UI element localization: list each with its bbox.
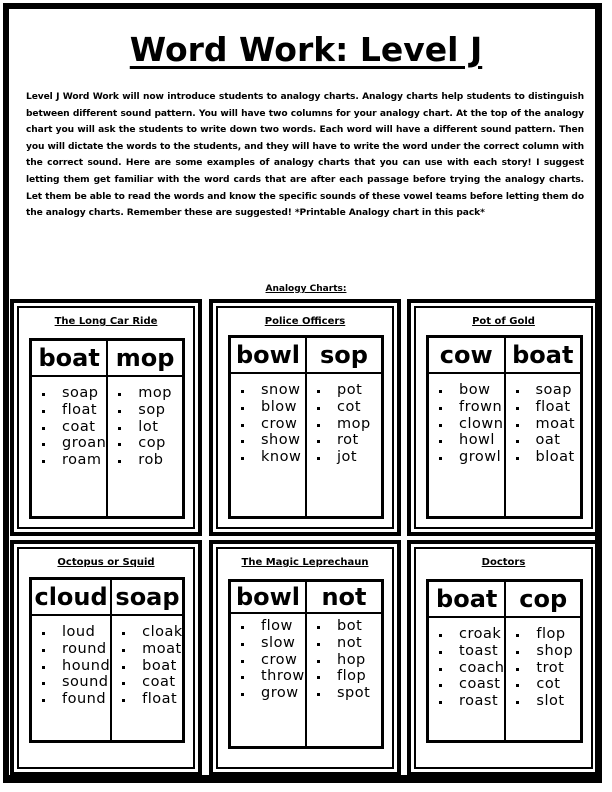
list-item: float [120, 691, 183, 708]
list-item: rot [315, 432, 381, 449]
list-item: slow [239, 635, 305, 652]
analogy-column [305, 582, 381, 746]
word-list [307, 374, 381, 466]
chart-title: Police Officers [264, 316, 346, 327]
word-list [32, 377, 106, 469]
list-item: toast [437, 643, 504, 660]
chart-title: Doctors [481, 557, 526, 568]
list-item: croak [437, 626, 504, 643]
list-item: shop [514, 643, 580, 660]
word-list [112, 616, 183, 708]
list-item: found [40, 691, 110, 708]
list-item: cop [116, 435, 182, 452]
list-item: crow [239, 652, 305, 669]
list-item: soap [40, 385, 106, 402]
list-item: sound [40, 674, 110, 691]
analogy-column [429, 582, 504, 740]
column-header: cloud [32, 580, 110, 616]
analogy-column [32, 580, 110, 740]
analogy-chart-card [407, 299, 600, 536]
column-header: mop [108, 341, 182, 377]
list-item: crow [239, 416, 305, 433]
chart-title: Octopus or Squid [57, 557, 155, 568]
column-header: soap [112, 580, 183, 616]
list-item: bloat [514, 449, 581, 466]
list-item: float [514, 399, 581, 416]
list-item: oat [514, 432, 581, 449]
word-list [32, 616, 110, 708]
analogy-chart-card [209, 299, 401, 536]
list-item: coast [437, 676, 504, 693]
analogy-table [426, 579, 583, 743]
analogy-chart-card [10, 299, 202, 536]
list-item: coat [40, 419, 106, 436]
analogy-column [504, 338, 581, 516]
column-header: sop [307, 338, 381, 374]
list-item: cot [315, 399, 381, 416]
word-list [429, 374, 504, 466]
analogy-column [429, 338, 504, 516]
list-item: mop [116, 385, 182, 402]
analogy-column [110, 580, 183, 740]
word-list [108, 377, 182, 469]
list-item: slot [514, 693, 580, 710]
analogy-column [32, 341, 106, 516]
column-header: boat [506, 338, 581, 374]
list-item: flop [315, 668, 381, 685]
list-item: moat [120, 641, 183, 658]
list-item: roast [437, 693, 504, 710]
list-item: growl [437, 449, 504, 466]
list-item: boat [120, 658, 183, 675]
list-item: soap [514, 382, 581, 399]
analogy-column [231, 582, 305, 746]
list-item: groan [40, 435, 106, 452]
chart-title: Pot of Gold [472, 316, 535, 327]
list-item: not [315, 635, 381, 652]
analogy-charts-heading: Analogy Charts: [265, 284, 347, 294]
list-item: pot [315, 382, 381, 399]
word-list [231, 374, 305, 466]
list-item: rob [116, 452, 182, 469]
analogy-chart-card [10, 540, 202, 776]
analogy-column [504, 582, 580, 740]
list-item: show [239, 432, 305, 449]
list-item: know [239, 449, 305, 466]
list-item: moat [514, 416, 581, 433]
analogy-chart-card [407, 540, 600, 776]
column-header: not [307, 582, 381, 614]
list-item: grow [239, 685, 305, 702]
page-title: Word Work: Level J [129, 30, 483, 69]
column-header: cow [429, 338, 504, 374]
list-item: float [40, 402, 106, 419]
list-item: spot [315, 685, 381, 702]
column-header: cop [506, 582, 580, 618]
list-item: blow [239, 399, 305, 416]
list-item: lot [116, 419, 182, 436]
list-item: coach [437, 660, 504, 677]
list-item: clown [437, 416, 504, 433]
analogy-column [106, 341, 182, 516]
list-item: roam [40, 452, 106, 469]
chart-title: The Long Car Ride [54, 316, 158, 327]
list-item: jot [315, 449, 381, 466]
list-item: throw [239, 668, 305, 685]
analogy-column [305, 338, 381, 516]
list-item: round [40, 641, 110, 658]
list-item: frown [437, 399, 504, 416]
intro-paragraph: Level J Word Work will now introduce students to analogy charts. Analogy charts help students to distinguish between different sound pattern. You will have two columns for your analogy chart. At the top of the analogy chart you will ask the students to write down two words. Each word will have a different sound pattern. Then you will dictate the words to the students, and they will have to write the word under the correct column with the correct sound. Here are some examples of analogy charts that you can use with each story! I suggest letting them get familiar with the word cards that are after each passage before trying the analogy charts. Let them be able to read the words and know the specific sounds of these vowel teams before letting them do the analogy charts. Remember these are suggested! *Printable Analogy chart in this pack* [26, 92, 584, 219]
column-header: bowl [231, 582, 305, 614]
list-item: snow [239, 382, 305, 399]
list-item: howl [437, 432, 504, 449]
analogy-table [29, 577, 185, 743]
word-list [506, 618, 580, 710]
chart-title: The Magic Leprechaun [241, 557, 369, 568]
list-item: mop [315, 416, 381, 433]
word-list [307, 614, 381, 702]
list-item: sop [116, 402, 182, 419]
analogy-table [426, 335, 583, 519]
word-list [506, 374, 581, 466]
analogy-table [228, 335, 384, 519]
column-header: bowl [231, 338, 305, 374]
analogy-column [231, 338, 305, 516]
list-item: trot [514, 660, 580, 677]
list-item: bow [437, 382, 504, 399]
list-item: loud [40, 624, 110, 641]
analogy-chart-card [209, 540, 401, 776]
column-header: boat [429, 582, 504, 618]
word-list [429, 618, 504, 710]
list-item: bot [315, 618, 381, 635]
list-item: cloak [120, 624, 183, 641]
list-item: hound [40, 658, 110, 675]
column-header: boat [32, 341, 106, 377]
list-item: hop [315, 652, 381, 669]
list-item: flow [239, 618, 305, 635]
list-item: coat [120, 674, 183, 691]
analogy-table [228, 579, 384, 749]
list-item: cot [514, 676, 580, 693]
list-item: flop [514, 626, 580, 643]
word-list [231, 614, 305, 702]
analogy-table [29, 338, 185, 519]
